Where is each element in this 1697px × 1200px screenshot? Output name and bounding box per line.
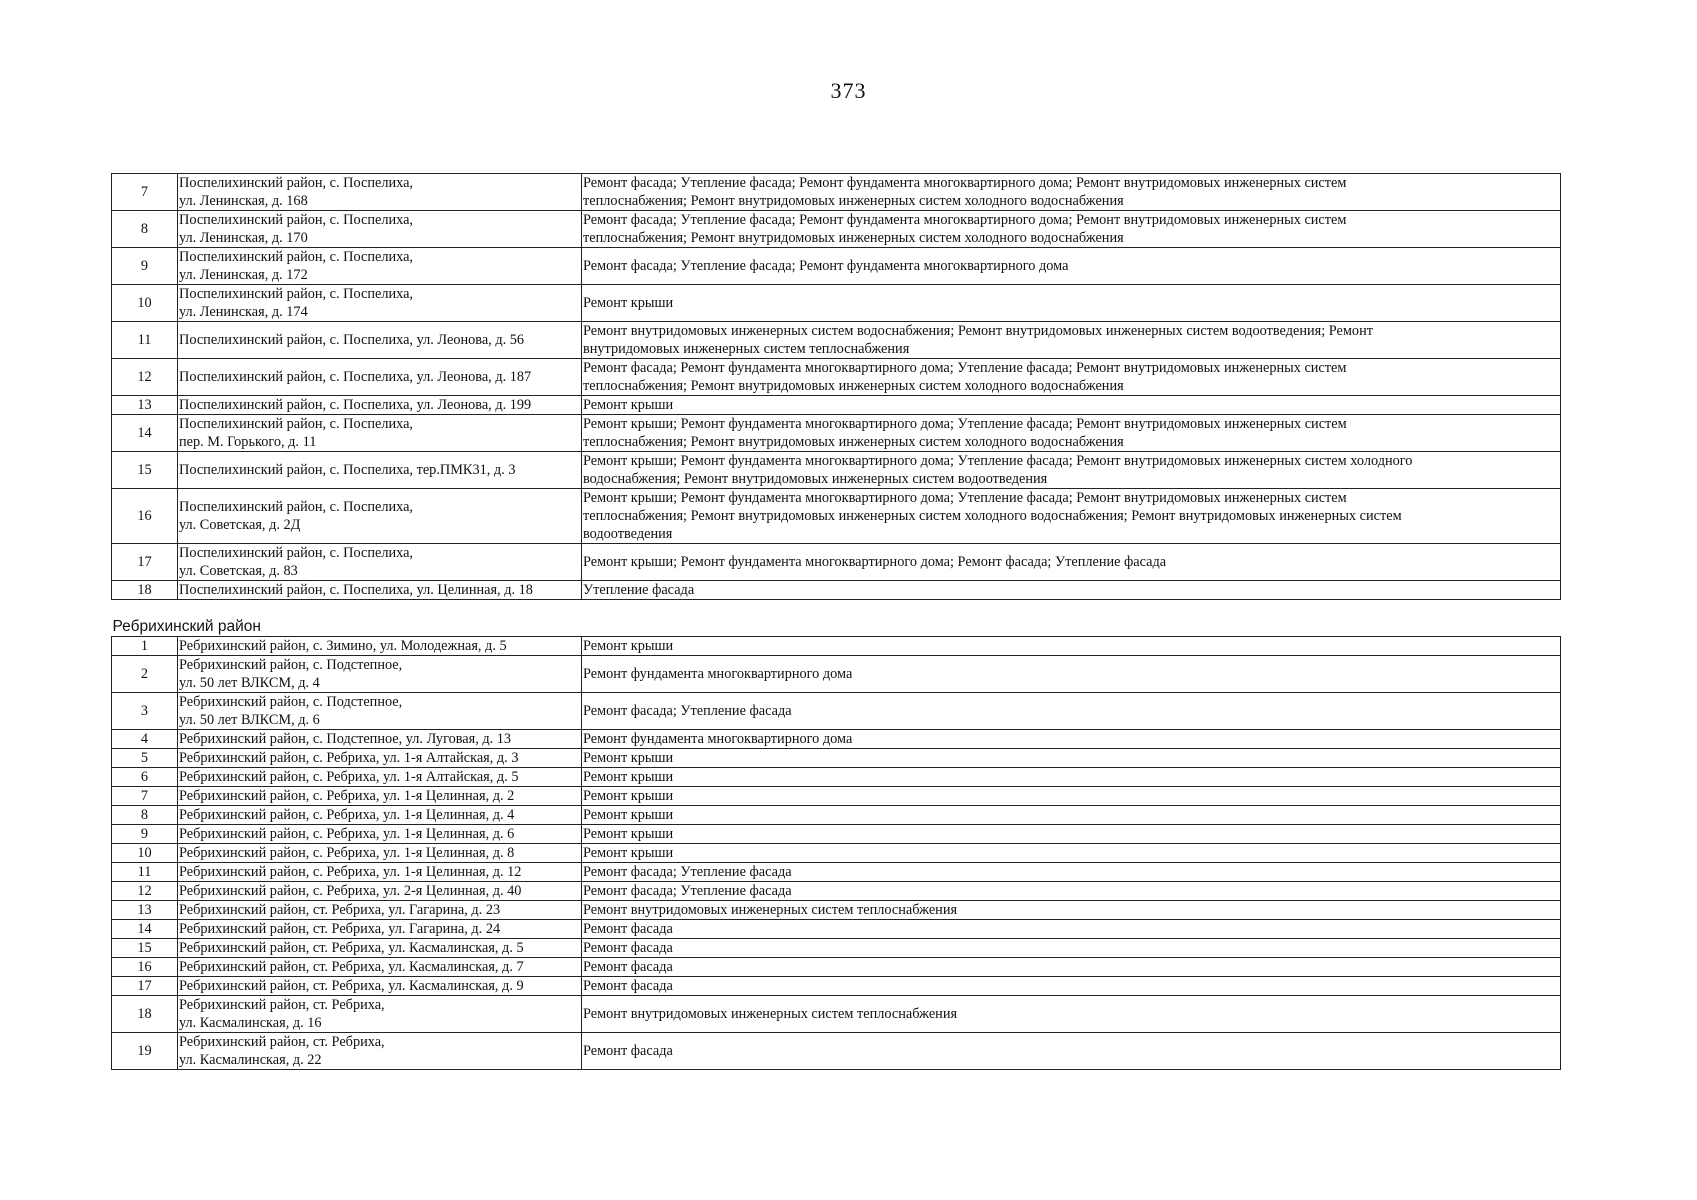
address-line: Ребрихинский район, ст. Ребриха, xyxy=(179,1034,385,1050)
row-number: 10 xyxy=(112,844,178,863)
address-line: Ребрихинский район, с. Ребриха, ул. 2-я Целинная, д. 40 xyxy=(179,883,522,899)
address-cell xyxy=(178,248,582,285)
row-number: 5 xyxy=(112,749,178,768)
address-line: Ребрихинский район, ст. Ребриха, ул. Гагарина, д. 23 xyxy=(179,902,501,918)
row-number: 1 xyxy=(112,637,178,656)
row-number: 7 xyxy=(112,787,178,806)
section-header-row xyxy=(112,600,1561,637)
address-line: Ребрихинский район, с. Ребриха, ул. 1-я Алтайская, д. 5 xyxy=(179,769,519,785)
works-line: Ремонт крыши; Ремонт фундамента многоквартирного дома; Утепление фасада; Ремонт внутридомовых инженерных систем холодного xyxy=(583,453,1413,469)
works-cell xyxy=(582,581,1561,600)
works-cell xyxy=(582,656,1561,693)
address-line: Ребрихинский район, с. Ребриха, ул. 1-я Целинная, д. 2 xyxy=(179,788,515,804)
works-cell xyxy=(582,174,1561,211)
address-line: Ребрихинский район, ст. Ребриха, ул. Касмалинская, д. 9 xyxy=(179,978,524,994)
works-cell xyxy=(582,415,1561,452)
address-line: Ребрихинский район, с. Зимино, ул. Молодежная, д. 5 xyxy=(179,638,507,654)
address-cell xyxy=(178,787,582,806)
works-line: Ремонт крыши xyxy=(583,295,674,311)
table-row xyxy=(112,787,1561,806)
repair-register-table xyxy=(111,173,1561,1070)
address-line: ул. Ленинская, д. 170 xyxy=(179,230,308,246)
row-number: 14 xyxy=(112,920,178,939)
row-number: 18 xyxy=(112,996,178,1033)
table-row xyxy=(112,863,1561,882)
address-line: Поспелихинский район, с. Поспелиха, ул. Леонова, д. 187 xyxy=(179,369,532,385)
address-line: Ребрихинский район, с. Ребриха, ул. 1-я Целинная, д. 8 xyxy=(179,845,515,861)
row-number: 14 xyxy=(112,415,178,452)
works-line: Ремонт крыши; Ремонт фундамента многоквартирного дома; Утепление фасада; Ремонт внутридомовых инженерных систем xyxy=(583,490,1347,506)
row-number: 17 xyxy=(112,544,178,581)
table-row xyxy=(112,248,1561,285)
works-cell xyxy=(582,768,1561,787)
address-cell xyxy=(178,768,582,787)
works-cell xyxy=(582,396,1561,415)
works-line: Ремонт крыши xyxy=(583,807,674,823)
address-line: ул. 50 лет ВЛКСМ, д. 6 xyxy=(179,712,320,728)
works-line: Ремонт фасада; Утепление фасада; Ремонт фундамента многоквартирного дома; Ремонт внутридомовых инженерных систем xyxy=(583,175,1347,191)
works-line: Ремонт внутридомовых инженерных систем теплоснабжения xyxy=(583,1006,958,1022)
table-row xyxy=(112,322,1561,359)
row-number: 13 xyxy=(112,396,178,415)
address-cell xyxy=(178,415,582,452)
address-cell xyxy=(178,825,582,844)
address-line: Поспелихинский район, с. Поспелиха, xyxy=(179,545,413,561)
address-line: Поспелихинский район, с. Поспелиха, тер.ПМК31, д. 3 xyxy=(179,462,516,478)
address-line: Поспелихинский район, с. Поспелиха, xyxy=(179,286,413,302)
row-number: 19 xyxy=(112,1033,178,1070)
table-row xyxy=(112,452,1561,489)
address-cell xyxy=(178,920,582,939)
works-cell xyxy=(582,730,1561,749)
row-number: 3 xyxy=(112,693,178,730)
address-line: Ребрихинский район, ст. Ребриха, xyxy=(179,997,385,1013)
address-cell xyxy=(178,174,582,211)
works-cell xyxy=(582,544,1561,581)
address-cell xyxy=(178,581,582,600)
table-row xyxy=(112,174,1561,211)
address-cell xyxy=(178,844,582,863)
table-row xyxy=(112,730,1561,749)
address-cell xyxy=(178,285,582,322)
table-row xyxy=(112,211,1561,248)
table-row xyxy=(112,901,1561,920)
row-number: 8 xyxy=(112,806,178,825)
row-number: 7 xyxy=(112,174,178,211)
works-line: водоснабжения; Ремонт внутридомовых инженерных систем водоотведения xyxy=(583,471,1048,487)
address-cell xyxy=(178,901,582,920)
address-line: Поспелихинский район, с. Поспелиха, ул. Целинная, д. 18 xyxy=(179,582,533,598)
works-line: Ремонт фасада; Утепление фасада xyxy=(583,883,792,899)
table-row xyxy=(112,637,1561,656)
works-line: Ремонт фасада; Утепление фасада; Ремонт фундамента многоквартирного дома; Ремонт внутридомовых инженерных систем xyxy=(583,212,1347,228)
row-number: 16 xyxy=(112,958,178,977)
address-line: пер. М. Горького, д. 11 xyxy=(179,434,317,450)
address-line: Ребрихинский район, с. Ребриха, ул. 1-я Целинная, д. 6 xyxy=(179,826,515,842)
address-line: ул. Ленинская, д. 172 xyxy=(179,267,308,283)
works-line: Ремонт крыши; Ремонт фундамента многоквартирного дома; Утепление фасада; Ремонт внутридомовых инженерных систем xyxy=(583,416,1347,432)
table-row xyxy=(112,581,1561,600)
address-line: ул. Советская, д. 83 xyxy=(179,563,298,579)
works-line: Ремонт крыши xyxy=(583,638,674,654)
table-row xyxy=(112,806,1561,825)
works-line: теплоснабжения; Ремонт внутридомовых инженерных систем холодного водоснабжения xyxy=(583,230,1124,246)
address-line: Ребрихинский район, ст. Ребриха, ул. Касмалинская, д. 7 xyxy=(179,959,524,975)
address-line: Ребрихинский район, с. Подстепное, xyxy=(179,657,403,673)
works-line: Ремонт крыши xyxy=(583,397,674,413)
address-cell xyxy=(178,939,582,958)
works-line: Ремонт крыши xyxy=(583,769,674,785)
works-cell xyxy=(582,901,1561,920)
address-line: Поспелихинский район, с. Поспелиха, xyxy=(179,416,413,432)
works-line: Ремонт крыши xyxy=(583,788,674,804)
row-number: 8 xyxy=(112,211,178,248)
works-line: водоотведения xyxy=(583,526,673,542)
address-cell xyxy=(178,996,582,1033)
works-cell xyxy=(582,248,1561,285)
address-cell xyxy=(178,977,582,996)
table-row xyxy=(112,844,1561,863)
row-number: 2 xyxy=(112,656,178,693)
address-line: Поспелихинский район, с. Поспелиха, ул. Леонова, д. 56 xyxy=(179,332,525,348)
address-cell xyxy=(178,211,582,248)
works-line: Ремонт фасада xyxy=(583,978,673,994)
row-number: 11 xyxy=(112,322,178,359)
address-cell xyxy=(178,806,582,825)
address-cell xyxy=(178,1033,582,1070)
address-line: Поспелихинский район, с. Поспелиха, xyxy=(179,212,413,228)
works-line: Утепление фасада xyxy=(583,582,695,598)
row-number: 16 xyxy=(112,489,178,544)
address-cell xyxy=(178,359,582,396)
table-row xyxy=(112,656,1561,693)
works-line: Ремонт фундамента многоквартирного дома xyxy=(583,666,853,682)
section-title: Ребрихинский район xyxy=(112,600,1561,637)
row-number: 13 xyxy=(112,901,178,920)
row-number: 12 xyxy=(112,359,178,396)
table-row xyxy=(112,359,1561,396)
works-line: Ремонт внутридомовых инженерных систем теплоснабжения xyxy=(583,902,958,918)
table-row xyxy=(112,415,1561,452)
table-row xyxy=(112,749,1561,768)
works-line: теплоснабжения; Ремонт внутридомовых инженерных систем холодного водоснабжения xyxy=(583,193,1124,209)
works-cell xyxy=(582,359,1561,396)
table-row xyxy=(112,768,1561,787)
address-line: Ребрихинский район, ст. Ребриха, ул. Касмалинская, д. 5 xyxy=(179,940,524,956)
table-row xyxy=(112,285,1561,322)
page-number: 373 xyxy=(830,78,867,103)
table-row xyxy=(112,958,1561,977)
table-row xyxy=(112,977,1561,996)
works-cell xyxy=(582,958,1561,977)
address-cell xyxy=(178,730,582,749)
works-line: Ремонт фундамента многоквартирного дома xyxy=(583,731,853,747)
address-cell xyxy=(178,637,582,656)
works-cell xyxy=(582,211,1561,248)
address-line: ул. Ленинская, д. 168 xyxy=(179,193,308,209)
address-line: ул. Ленинская, д. 174 xyxy=(179,304,308,320)
table-row xyxy=(112,489,1561,544)
address-line: Поспелихинский район, с. Поспелиха, xyxy=(179,249,413,265)
table-row xyxy=(112,1033,1561,1070)
address-cell xyxy=(178,693,582,730)
address-line: ул. Советская, д. 2Д xyxy=(179,517,301,533)
works-cell xyxy=(582,749,1561,768)
address-line: Поспелихинский район, с. Поспелиха, xyxy=(179,499,413,515)
works-line: Ремонт фасада xyxy=(583,959,673,975)
works-cell xyxy=(582,452,1561,489)
works-cell xyxy=(582,825,1561,844)
works-line: Ремонт фасада; Утепление фасада; Ремонт фундамента многоквартирного дома xyxy=(583,258,1069,274)
works-cell xyxy=(582,322,1561,359)
works-cell xyxy=(582,977,1561,996)
table-row xyxy=(112,996,1561,1033)
works-line: теплоснабжения; Ремонт внутридомовых инженерных систем холодного водоснабжения xyxy=(583,434,1124,450)
works-line: теплоснабжения; Ремонт внутридомовых инженерных систем холодного водоснабжения xyxy=(583,378,1124,394)
address-cell xyxy=(178,489,582,544)
address-line: ул. Касмалинская, д. 16 xyxy=(179,1015,322,1031)
table-row xyxy=(112,693,1561,730)
works-cell xyxy=(582,285,1561,322)
address-line: Ребрихинский район, ст. Ребриха, ул. Гагарина, д. 24 xyxy=(179,921,501,937)
works-cell xyxy=(582,637,1561,656)
address-cell xyxy=(178,863,582,882)
works-cell xyxy=(582,693,1561,730)
table-row xyxy=(112,939,1561,958)
row-number: 9 xyxy=(112,825,178,844)
works-cell xyxy=(582,489,1561,544)
works-cell xyxy=(582,939,1561,958)
works-line: Ремонт крыши xyxy=(583,845,674,861)
works-line: Ремонт внутридомовых инженерных систем водоснабжения; Ремонт внутридомовых инженерных систем водоотведения; Ремонт xyxy=(583,323,1373,339)
row-number: 15 xyxy=(112,452,178,489)
address-cell xyxy=(178,656,582,693)
works-line: Ремонт фасада xyxy=(583,921,673,937)
table-row xyxy=(112,544,1561,581)
address-cell xyxy=(178,452,582,489)
address-line: ул. Касмалинская, д. 22 xyxy=(179,1052,322,1068)
row-number: 17 xyxy=(112,977,178,996)
row-number: 6 xyxy=(112,768,178,787)
address-line: Ребрихинский район, с. Подстепное, xyxy=(179,694,403,710)
works-cell xyxy=(582,1033,1561,1070)
works-cell xyxy=(582,863,1561,882)
row-number: 15 xyxy=(112,939,178,958)
row-number: 18 xyxy=(112,581,178,600)
address-cell xyxy=(178,544,582,581)
works-line: теплоснабжения; Ремонт внутридомовых инженерных систем холодного водоснабжения; Ремонт внутридомовых инженерных систем xyxy=(583,508,1402,524)
works-cell xyxy=(582,806,1561,825)
works-line: Ремонт фасада xyxy=(583,940,673,956)
address-line: Ребрихинский район, с. Ребриха, ул. 1-я Целинная, д. 4 xyxy=(179,807,515,823)
address-line: Поспелихинский район, с. Поспелиха, ул. Леонова, д. 199 xyxy=(179,397,532,413)
works-line: Ремонт крыши xyxy=(583,826,674,842)
address-line: Ребрихинский район, с. Ребриха, ул. 1-я Целинная, д. 12 xyxy=(179,864,522,880)
works-line: Ремонт крыши xyxy=(583,750,674,766)
works-cell xyxy=(582,920,1561,939)
works-line: Ремонт фасада; Ремонт фундамента многоквартирного дома; Утепление фасада; Ремонт внутридомовых инженерных систем xyxy=(583,360,1347,376)
address-cell xyxy=(178,322,582,359)
address-cell xyxy=(178,882,582,901)
works-cell xyxy=(582,996,1561,1033)
works-cell xyxy=(582,844,1561,863)
works-cell xyxy=(582,787,1561,806)
table-row xyxy=(112,825,1561,844)
address-cell xyxy=(178,958,582,977)
address-line: Ребрихинский район, с. Подстепное, ул. Луговая, д. 13 xyxy=(179,731,512,747)
table-row xyxy=(112,882,1561,901)
works-line: Ремонт крыши; Ремонт фундамента многоквартирного дома; Ремонт фасада; Утепление фасада xyxy=(583,554,1167,570)
works-line: Ремонт фасада xyxy=(583,1043,673,1059)
address-line: Ребрихинский район, с. Ребриха, ул. 1-я Алтайская, д. 3 xyxy=(179,750,519,766)
table-row xyxy=(112,396,1561,415)
address-line: ул. 50 лет ВЛКСМ, д. 4 xyxy=(179,675,320,691)
address-cell xyxy=(178,749,582,768)
table-body xyxy=(112,174,1561,1070)
table-row xyxy=(112,920,1561,939)
row-number: 11 xyxy=(112,863,178,882)
address-line: Поспелихинский район, с. Поспелиха, xyxy=(179,175,413,191)
row-number: 4 xyxy=(112,730,178,749)
row-number: 10 xyxy=(112,285,178,322)
row-number: 9 xyxy=(112,248,178,285)
works-line: Ремонт фасада; Утепление фасада xyxy=(583,703,792,719)
works-line: внутридомовых инженерных систем теплоснабжения xyxy=(583,341,910,357)
address-cell xyxy=(178,396,582,415)
works-cell xyxy=(582,882,1561,901)
row-number: 12 xyxy=(112,882,178,901)
works-line: Ремонт фасада; Утепление фасада xyxy=(583,864,792,880)
